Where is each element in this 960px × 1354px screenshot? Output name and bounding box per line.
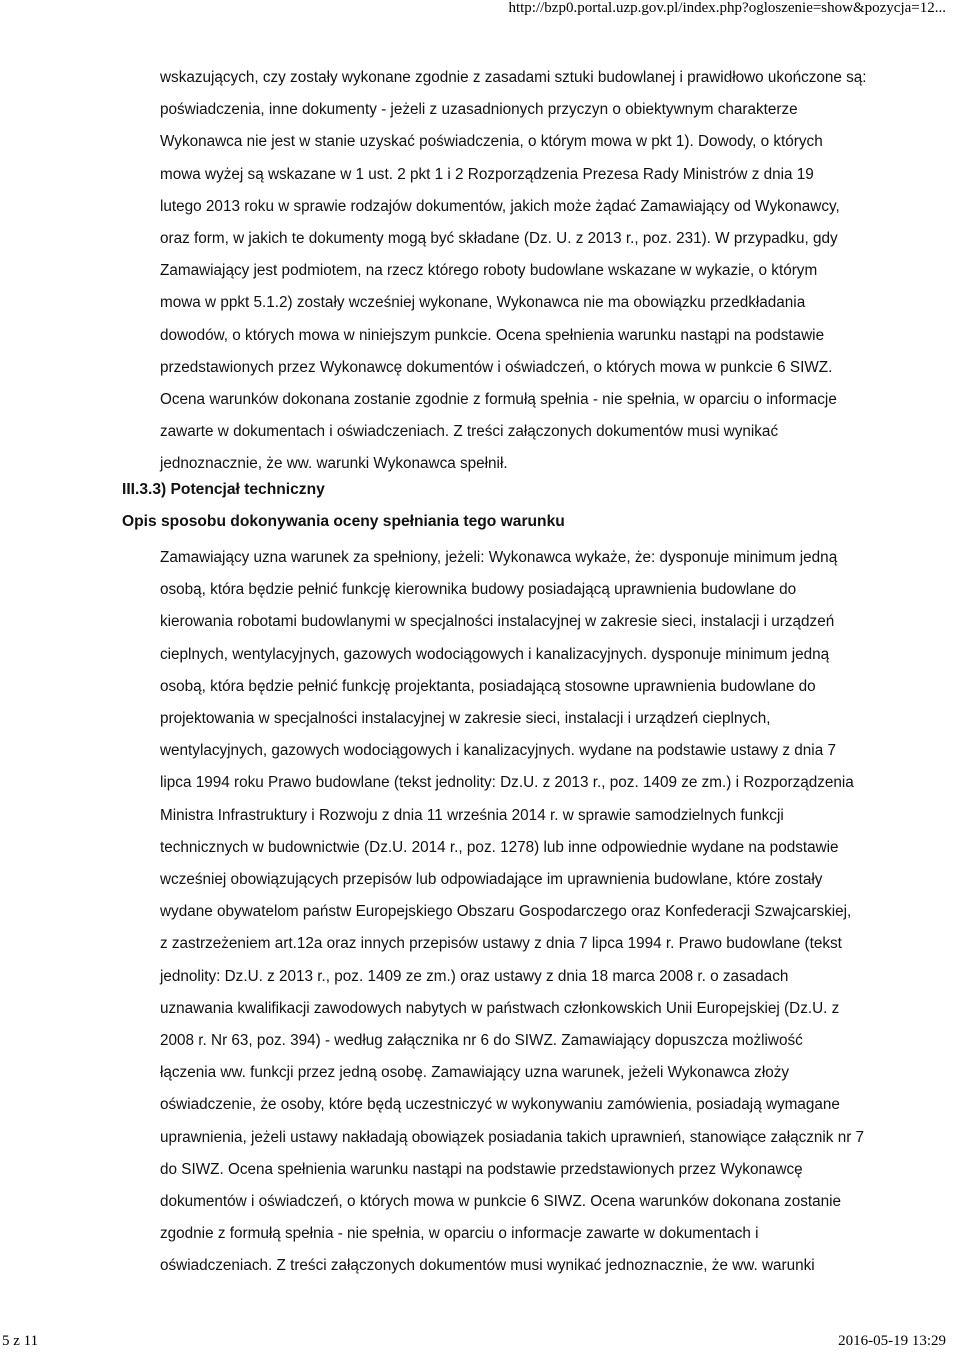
text-line: Zamawiający uzna warunek za spełniony, jeżeli: Wykonawca wykaże, że: dysponuje minimum jedną xyxy=(160,549,838,566)
text-line: z zastrzeżeniem art.12a oraz innych przepisów ustawy z dnia 7 lipca 1994 r. Prawo budowlane (tekst xyxy=(160,935,842,953)
text-line: uznawania kwalifikacji zawodowych nabytych w państwach członkowskich Unii Europejskiej (Dz.U. z xyxy=(160,999,840,1017)
subsection-heading: Opis sposobu dokonywania oceny spełniania tego warunku xyxy=(122,513,565,530)
text-line: mowa wyżej są wskazane w 1 ust. 2 pkt 1 i 2 Rozporządzenia Prezesa Rady Ministrów z dnia 19 xyxy=(160,165,814,183)
text-line: przedstawionych przez Wykonawcę dokumentów i oświadczeń, o których mowa w punkcie 6 SIWZ. xyxy=(160,358,833,376)
text-line: łączenia ww. funkcji przez jedną osobę. Zamawiający uzna warunek, jeżeli Wykonawca złoży xyxy=(160,1064,790,1082)
text-line: zawarte w dokumentach i oświadczeniach. Z treści załączonych dokumentów musi wynikać xyxy=(160,423,779,441)
text-line: wydane obywatelom państw Europejskiego Obszaru Gospodarczego oraz Konfederacji Szwajcarskiej, xyxy=(160,903,852,921)
text-line: 2008 r. Nr 63, poz. 394) - według załącznika nr 6 do SIWZ. Zamawiający dopuszcza możliwość xyxy=(160,1032,803,1050)
text-line: uprawnienia, jeżeli ustawy nakładają obowiązek posiadania takich uprawnień, stanowiące załącznik nr 7 xyxy=(160,1128,865,1146)
text-line: lipca 1994 roku Prawo budowlane (tekst jednolity: Dz.U. z 2013 r., poz. 1409 ze zm.) i Rozporządzenia xyxy=(160,774,854,792)
text-line: Zamawiający jest podmiotem, na rzecz którego roboty budowlane wskazane w wykazie, o którym xyxy=(160,262,818,280)
text-line: Ministra Infrastruktury i Rozwoju z dnia 11 września 2014 r. w sprawie samodzielnych funkcji xyxy=(160,806,784,824)
text-line: mowa w ppkt 5.1.2) zostały wcześniej wykonane, Wykonawca nie ma obowiązku przedkładania xyxy=(160,294,806,312)
text-line: jednoznacznie, że ww. warunki Wykonawca spełnił. xyxy=(160,455,508,473)
text-line: wcześniej obowiązujących przepisów lub odpowiadające im uprawnienia budowlane, które zostały xyxy=(160,871,823,889)
text-line: Ocena warunków dokonana zostanie zgodnie z formułą spełnia - nie spełnia, w oparciu o informacje xyxy=(160,391,837,409)
text-line: dokumentów i oświadczeń, o których mowa w punkcie 6 SIWZ. Ocena warunków dokonana zostanie xyxy=(160,1193,842,1211)
text-line: do SIWZ. Ocena spełnienia warunku nastąpi na podstawie przedstawionych przez Wykonawcę xyxy=(160,1160,803,1178)
text-line: oświadczenie, że osoby, które będą uczestniczyć w wykonywaniu zamówienia, posiadają wymagane xyxy=(160,1096,840,1114)
text-line: osobą, która będzie pełnić funkcję projektanta, posiadającą stosowne uprawnienia budowlane do xyxy=(160,677,816,695)
print-timestamp: 2016-05-19 13:29 xyxy=(838,1333,946,1349)
text-line: kierowania robotami budowlanymi w specjalności instalacyjnej w zakresie sieci, instalacji i urządzeń xyxy=(160,613,835,631)
text-line: projektowania w specjalności instalacyjnej w zakresie sieci, instalacji i urządzeń cieplnych, xyxy=(160,710,771,728)
section-heading: III.3.3) Potencjał techniczny xyxy=(122,481,325,498)
text-line: zgodnie z formułą spełnia - nie spełnia, w oparciu o informacje zawarte w dokumentach i xyxy=(160,1225,759,1243)
text-line: oraz form, w jakich te dokumenty mogą być składane (Dz. U. z 2013 r., poz. 231). W przypadku, gdy xyxy=(160,230,838,248)
text-line: osobą, która będzie pełnić funkcję kierownika budowy posiadającą uprawnienia budowlane do xyxy=(160,581,797,599)
body-paragraph xyxy=(160,542,900,1283)
text-line: oświadczeniach. Z treści załączonych dokumentów musi wynikać jednoznacznie, że ww. warunki xyxy=(160,1257,815,1275)
text-line: jednolity: Dz.U. z 2013 r., poz. 1409 ze zm.) oraz ustawy z dnia 18 marca 2008 r. o zasadach xyxy=(160,967,789,985)
text-line: technicznych w budownictwie (Dz.U. 2014 r., poz. 1278) lub inne odpowiednie wydane na podstawie xyxy=(160,838,839,856)
text-line: cieplnych, wentylacyjnych, gazowych wodociągowych i kanalizacyjnych. dysponuje minimum jedną xyxy=(160,645,830,663)
text-line: lutego 2013 roku w sprawie rodzajów dokumentów, jakich może żądać Zamawiający od Wykonawcy, xyxy=(160,197,840,215)
text-line: dowodów, o których mowa w niniejszym punkcie. Ocena spełnienia warunku nastąpi na podstawie xyxy=(160,326,825,344)
page-number: 5 z 11 xyxy=(2,1333,39,1349)
print-header-url: http://bzp0.portal.uzp.gov.pl/index.php?ogloszenie=show&pozycja=12... xyxy=(508,0,946,16)
text-line: wentylacyjnych, gazowych wodociągowych i kanalizacyjnych. wydane na podstawie ustawy z dnia 7 xyxy=(160,742,836,760)
text-line: poświadczenia, inne dokumenty - jeżeli z uzasadnionych przyczyn o obiektywnym charakterze xyxy=(160,101,798,119)
text-line: Wykonawca nie jest w stanie uzyskać poświadczenia, o którym mowa w pkt 1). Dowody, o których xyxy=(160,133,823,151)
intro-paragraph xyxy=(160,62,900,481)
text-line: wskazujących, czy zostały wykonane zgodnie z zasadami sztuki budowlanej i prawidłowo ukończone są: xyxy=(160,69,867,86)
